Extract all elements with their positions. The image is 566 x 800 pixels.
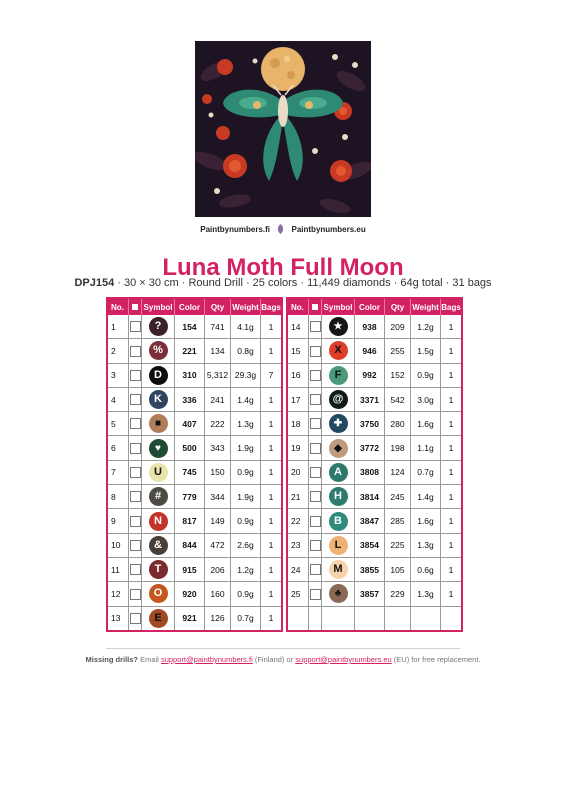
row-checkbox[interactable] bbox=[130, 564, 141, 575]
cell-color: 3855 bbox=[355, 557, 385, 581]
cell-no: 25 bbox=[288, 582, 309, 606]
drill-symbol-icon: M bbox=[329, 560, 348, 579]
cell-weight: 3.0g bbox=[411, 387, 441, 411]
cell-no: 22 bbox=[288, 509, 309, 533]
row-checkbox-cell[interactable] bbox=[309, 339, 322, 363]
cell-qty: 209 bbox=[385, 315, 411, 339]
color-table-left bbox=[106, 297, 283, 632]
cell-color: 3847 bbox=[355, 509, 385, 533]
footer-lead: Missing drills? bbox=[85, 655, 139, 664]
drill-symbol-icon: L bbox=[329, 536, 348, 555]
symbol-cell bbox=[142, 339, 175, 363]
cell-color: 779 bbox=[175, 485, 205, 509]
table-row bbox=[288, 557, 461, 581]
row-checkbox[interactable] bbox=[130, 346, 141, 357]
row-checkbox[interactable] bbox=[310, 491, 321, 502]
cell-weight: 1.3g bbox=[411, 533, 441, 557]
table-row bbox=[108, 363, 281, 387]
row-checkbox-cell[interactable] bbox=[129, 509, 142, 533]
symbol-cell bbox=[322, 339, 355, 363]
symbol-cell bbox=[142, 485, 175, 509]
brand-fi: Paintbynumbers.fi bbox=[200, 224, 271, 234]
header-checkbox bbox=[309, 299, 322, 315]
header-bags: Bags bbox=[441, 299, 462, 315]
header-weight: Weight bbox=[411, 299, 441, 315]
header-qty: Qty bbox=[205, 299, 231, 315]
header-no: No. bbox=[108, 299, 129, 315]
brand-eu: Paintbynumbers.eu bbox=[291, 224, 366, 234]
row-checkbox[interactable] bbox=[310, 321, 321, 332]
cell-bags: 7 bbox=[261, 363, 282, 387]
cell-color: 3371 bbox=[355, 387, 385, 411]
cell-weight: 0.9g bbox=[411, 363, 441, 387]
table-row bbox=[288, 509, 461, 533]
cell-qty: 5,312 bbox=[205, 363, 231, 387]
symbol-cell bbox=[142, 436, 175, 460]
cell-no: 6 bbox=[108, 436, 129, 460]
row-checkbox[interactable] bbox=[130, 516, 141, 527]
cell-bags: 1 bbox=[261, 557, 282, 581]
cell-bags: 1 bbox=[441, 315, 462, 339]
email-link-eu[interactable]: support@paintbynumbers.eu bbox=[295, 655, 392, 664]
cell-bags: 1 bbox=[441, 412, 462, 436]
email-link-fi[interactable]: support@paintbynumbers.fi bbox=[160, 655, 253, 664]
cell-color: 920 bbox=[175, 582, 205, 606]
product-subtitle bbox=[0, 277, 566, 289]
header-color: Color bbox=[175, 299, 205, 315]
cell-weight: 1.9g bbox=[231, 485, 261, 509]
cell-weight: 0.8g bbox=[231, 339, 261, 363]
symbol-cell bbox=[322, 557, 355, 581]
row-checkbox-cell[interactable] bbox=[129, 315, 142, 339]
symbol-cell bbox=[142, 582, 175, 606]
cell-no: 24 bbox=[288, 557, 309, 581]
cell-color: 154 bbox=[175, 315, 205, 339]
table-row bbox=[108, 315, 281, 339]
symbol-cell bbox=[322, 582, 355, 606]
checkbox-square-icon bbox=[132, 304, 138, 310]
luna-moth-image bbox=[195, 41, 371, 217]
table-row bbox=[288, 436, 461, 460]
row-checkbox-cell[interactable] bbox=[129, 387, 142, 411]
cell-qty: 206 bbox=[205, 557, 231, 581]
cell-bags: 1 bbox=[441, 485, 462, 509]
cell-qty: 280 bbox=[385, 412, 411, 436]
row-checkbox-cell[interactable] bbox=[129, 582, 142, 606]
cell-no: 15 bbox=[288, 339, 309, 363]
cell-bags: 1 bbox=[441, 387, 462, 411]
product-code: DPJ154 bbox=[74, 277, 115, 289]
cell-no: 1 bbox=[108, 315, 129, 339]
drill-symbol-icon: D bbox=[149, 366, 168, 385]
cell-bags: 1 bbox=[261, 533, 282, 557]
cell-bags: 1 bbox=[261, 339, 282, 363]
row-checkbox[interactable] bbox=[130, 613, 141, 624]
cell-weight: 1.3g bbox=[411, 582, 441, 606]
cell-color: 3814 bbox=[355, 485, 385, 509]
symbol-cell bbox=[322, 363, 355, 387]
cell-weight: 1.3g bbox=[231, 412, 261, 436]
row-checkbox-cell[interactable] bbox=[309, 460, 322, 484]
table-row bbox=[288, 582, 461, 606]
cell-qty: 225 bbox=[385, 533, 411, 557]
cell-color: 3857 bbox=[355, 582, 385, 606]
header-no: No. bbox=[288, 299, 309, 315]
cell-weight: 1.4g bbox=[231, 387, 261, 411]
header-weight: Weight bbox=[231, 299, 261, 315]
cell-no: 23 bbox=[288, 533, 309, 557]
cell-bags: 1 bbox=[261, 460, 282, 484]
row-checkbox[interactable] bbox=[130, 394, 141, 405]
header-symbol: Symbol bbox=[322, 299, 355, 315]
drill-symbol-icon: B bbox=[329, 512, 348, 531]
cell-qty: 134 bbox=[205, 339, 231, 363]
row-checkbox-cell[interactable] bbox=[129, 557, 142, 581]
cell-bags: 1 bbox=[441, 533, 462, 557]
row-checkbox[interactable] bbox=[310, 564, 321, 575]
drill-symbol-icon: ♣ bbox=[329, 584, 348, 603]
row-checkbox[interactable] bbox=[130, 540, 141, 551]
cell-color: 336 bbox=[175, 387, 205, 411]
drill-symbol-icon: ✚ bbox=[329, 414, 348, 433]
empty-cell bbox=[411, 606, 441, 630]
row-checkbox[interactable] bbox=[130, 321, 141, 332]
row-checkbox-cell[interactable] bbox=[309, 485, 322, 509]
symbol-cell bbox=[142, 412, 175, 436]
cell-bags: 1 bbox=[261, 582, 282, 606]
cell-weight: 29.3g bbox=[231, 363, 261, 387]
cell-weight: 1.9g bbox=[231, 436, 261, 460]
row-checkbox[interactable] bbox=[130, 589, 141, 600]
row-checkbox-cell[interactable] bbox=[129, 485, 142, 509]
cell-weight: 0.7g bbox=[411, 460, 441, 484]
leaf-logo-icon bbox=[277, 224, 284, 234]
drill-symbol-icon: ■ bbox=[149, 414, 168, 433]
cell-no: 19 bbox=[288, 436, 309, 460]
cell-bags: 1 bbox=[441, 509, 462, 533]
cell-color: 3772 bbox=[355, 436, 385, 460]
cell-qty: 150 bbox=[205, 460, 231, 484]
row-checkbox-cell[interactable] bbox=[309, 533, 322, 557]
cell-qty: 229 bbox=[385, 582, 411, 606]
header-color: Color bbox=[355, 299, 385, 315]
row-checkbox[interactable] bbox=[130, 491, 141, 502]
header-qty: Qty bbox=[385, 299, 411, 315]
cell-bags: 1 bbox=[441, 339, 462, 363]
drill-symbol-icon: K bbox=[149, 390, 168, 409]
header-symbol: Symbol bbox=[142, 299, 175, 315]
cell-bags: 1 bbox=[261, 387, 282, 411]
drill-symbol-icon: % bbox=[149, 341, 168, 360]
empty-cell bbox=[355, 606, 385, 630]
table-row bbox=[108, 436, 281, 460]
cell-no: 8 bbox=[108, 485, 129, 509]
drill-symbol-icon: # bbox=[149, 487, 168, 506]
cell-weight: 0.6g bbox=[411, 557, 441, 581]
page-title: Luna Moth Full Moon bbox=[162, 254, 404, 281]
cell-no: 16 bbox=[288, 363, 309, 387]
drill-symbol-icon: H bbox=[329, 487, 348, 506]
header-bags: Bags bbox=[261, 299, 282, 315]
table-body-left bbox=[108, 315, 281, 630]
table-row bbox=[108, 557, 281, 581]
cell-no: 9 bbox=[108, 509, 129, 533]
cell-color: 946 bbox=[355, 339, 385, 363]
row-checkbox-cell[interactable] bbox=[309, 315, 322, 339]
cell-color: 992 bbox=[355, 363, 385, 387]
empty-cell bbox=[322, 606, 355, 630]
cell-color: 3750 bbox=[355, 412, 385, 436]
cell-color: 915 bbox=[175, 557, 205, 581]
cell-weight: 0.7g bbox=[231, 606, 261, 630]
table-row bbox=[108, 460, 281, 484]
cell-no: 11 bbox=[108, 557, 129, 581]
table-row bbox=[288, 363, 461, 387]
row-checkbox-cell[interactable] bbox=[129, 412, 142, 436]
row-checkbox[interactable] bbox=[310, 418, 321, 429]
cell-bags: 1 bbox=[441, 363, 462, 387]
cell-bags: 1 bbox=[261, 412, 282, 436]
row-checkbox[interactable] bbox=[310, 394, 321, 405]
cell-weight: 1.2g bbox=[231, 557, 261, 581]
cell-no: 17 bbox=[288, 387, 309, 411]
footer-text-1: Email bbox=[138, 655, 161, 664]
cell-qty: 124 bbox=[385, 460, 411, 484]
cell-no: 14 bbox=[288, 315, 309, 339]
header-checkbox bbox=[129, 299, 142, 315]
symbol-cell bbox=[142, 315, 175, 339]
cell-no: 18 bbox=[288, 412, 309, 436]
checkbox-square-icon bbox=[312, 304, 318, 310]
table-row bbox=[288, 485, 461, 509]
row-checkbox[interactable] bbox=[130, 370, 141, 381]
row-checkbox[interactable] bbox=[130, 418, 141, 429]
empty-cell bbox=[309, 606, 322, 630]
cell-color: 938 bbox=[355, 315, 385, 339]
symbol-cell bbox=[142, 363, 175, 387]
cell-bags: 1 bbox=[441, 436, 462, 460]
cell-color: 407 bbox=[175, 412, 205, 436]
table-row bbox=[108, 485, 281, 509]
cell-qty: 149 bbox=[205, 509, 231, 533]
drill-symbol-icon: @ bbox=[329, 390, 348, 409]
cell-weight: 1.6g bbox=[411, 412, 441, 436]
cell-qty: 285 bbox=[385, 509, 411, 533]
table-row bbox=[288, 412, 461, 436]
table-body-right bbox=[288, 315, 461, 630]
footer-text-2: (Finland) or bbox=[252, 655, 296, 664]
cell-qty: 126 bbox=[205, 606, 231, 630]
symbol-cell bbox=[322, 412, 355, 436]
symbol-cell bbox=[142, 387, 175, 411]
drill-symbol-icon: E bbox=[149, 609, 168, 628]
table-row bbox=[108, 387, 281, 411]
cell-qty: 198 bbox=[385, 436, 411, 460]
empty-cell bbox=[385, 606, 411, 630]
footer-note bbox=[0, 655, 566, 664]
footer-divider bbox=[106, 648, 460, 649]
cell-weight: 1.5g bbox=[411, 339, 441, 363]
symbol-cell bbox=[142, 606, 175, 630]
footer-text-3: (EU) for free replacement. bbox=[391, 655, 481, 664]
cell-color: 817 bbox=[175, 509, 205, 533]
cell-weight: 0.9g bbox=[231, 509, 261, 533]
table-row bbox=[288, 339, 461, 363]
symbol-cell bbox=[142, 460, 175, 484]
row-checkbox-cell[interactable] bbox=[129, 363, 142, 387]
cell-qty: 222 bbox=[205, 412, 231, 436]
cell-qty: 255 bbox=[385, 339, 411, 363]
cell-no: 12 bbox=[108, 582, 129, 606]
drill-symbol-icon: T bbox=[149, 560, 168, 579]
symbol-cell bbox=[322, 509, 355, 533]
drill-symbol-icon: ♥ bbox=[149, 439, 168, 458]
cell-bags: 1 bbox=[261, 436, 282, 460]
cell-qty: 343 bbox=[205, 436, 231, 460]
row-checkbox-cell[interactable] bbox=[309, 412, 322, 436]
cell-bags: 1 bbox=[268, 613, 274, 624]
cell-bags: 1 bbox=[261, 485, 282, 509]
symbol-cell bbox=[322, 436, 355, 460]
table-row bbox=[108, 412, 281, 436]
product-artwork bbox=[195, 41, 371, 217]
cell-weight: 1.1g bbox=[411, 436, 441, 460]
color-table-right bbox=[286, 297, 463, 632]
cell-color: 921 bbox=[175, 606, 205, 630]
cell-weight: 1.4g bbox=[411, 485, 441, 509]
row-checkbox-cell[interactable] bbox=[309, 557, 322, 581]
row-checkbox-cell[interactable] bbox=[129, 436, 142, 460]
table-row bbox=[108, 606, 281, 630]
symbol-cell bbox=[322, 315, 355, 339]
drill-symbol-icon: ◆ bbox=[329, 439, 348, 458]
symbol-cell bbox=[142, 533, 175, 557]
cell-qty: 241 bbox=[205, 387, 231, 411]
drill-symbol-icon: X bbox=[329, 341, 348, 360]
table-row bbox=[288, 533, 461, 557]
cell-color: 221 bbox=[175, 339, 205, 363]
cell-no: 20 bbox=[288, 460, 309, 484]
empty-cell bbox=[288, 606, 309, 630]
cell-qty: 245 bbox=[385, 485, 411, 509]
drill-symbol-icon: A bbox=[329, 463, 348, 482]
cell-no: 7 bbox=[108, 460, 129, 484]
cell-no: 5 bbox=[108, 412, 129, 436]
table-row bbox=[288, 387, 461, 411]
drill-symbol-icon: O bbox=[149, 584, 168, 603]
row-checkbox[interactable] bbox=[310, 516, 321, 527]
drill-symbol-icon: F bbox=[329, 366, 348, 385]
symbol-cell bbox=[142, 509, 175, 533]
product-details: · 30 × 30 cm · Round Drill · 25 colors · 11,449 diamonds · 64g total · 31 bags bbox=[114, 277, 492, 289]
drill-symbol-icon: N bbox=[149, 512, 168, 531]
row-checkbox-cell[interactable] bbox=[309, 436, 322, 460]
symbol-cell bbox=[142, 557, 175, 581]
cell-color: 3808 bbox=[355, 460, 385, 484]
symbol-cell bbox=[322, 387, 355, 411]
table-header-row bbox=[108, 299, 281, 315]
row-checkbox-cell[interactable] bbox=[309, 509, 322, 533]
cell-qty: 472 bbox=[205, 533, 231, 557]
table-row bbox=[108, 339, 281, 363]
row-checkbox[interactable] bbox=[310, 589, 321, 600]
cell-no: 13 bbox=[108, 606, 129, 630]
cell-no: 21 bbox=[288, 485, 309, 509]
row-checkbox[interactable] bbox=[310, 346, 321, 357]
row-checkbox-cell[interactable] bbox=[129, 606, 142, 630]
cell-qty: 741 bbox=[205, 315, 231, 339]
cell-no: 10 bbox=[108, 533, 129, 557]
drill-symbol-icon: ? bbox=[149, 317, 168, 336]
cell-qty: 344 bbox=[205, 485, 231, 509]
cell-weight: 1.6g bbox=[411, 509, 441, 533]
empty-cell bbox=[441, 606, 462, 630]
cell-qty: 152 bbox=[385, 363, 411, 387]
table-row bbox=[108, 582, 281, 606]
cell-color: 500 bbox=[175, 436, 205, 460]
cell-bags: 1 bbox=[261, 315, 282, 339]
cell-bags: 1 bbox=[261, 509, 282, 533]
row-checkbox-cell[interactable] bbox=[129, 339, 142, 363]
row-checkbox[interactable] bbox=[310, 540, 321, 551]
brand-row bbox=[0, 224, 566, 234]
drill-symbol-icon: & bbox=[149, 536, 168, 555]
cell-color: 745 bbox=[175, 460, 205, 484]
cell-qty: 105 bbox=[385, 557, 411, 581]
row-checkbox[interactable] bbox=[310, 467, 321, 478]
cell-no: 3 bbox=[108, 363, 129, 387]
cell-weight: 2.6g bbox=[231, 533, 261, 557]
symbol-cell bbox=[322, 460, 355, 484]
cell-color: 3854 bbox=[355, 533, 385, 557]
cell-qty: 160 bbox=[205, 582, 231, 606]
cell-no: 2 bbox=[108, 339, 129, 363]
cell-weight: 0.9g bbox=[231, 460, 261, 484]
row-checkbox[interactable] bbox=[310, 443, 321, 454]
symbol-cell bbox=[322, 533, 355, 557]
cell-no: 4 bbox=[108, 387, 129, 411]
cell-weight: 0.9g bbox=[231, 582, 261, 606]
symbol-cell bbox=[322, 485, 355, 509]
row-checkbox-cell[interactable] bbox=[309, 582, 322, 606]
cell-bags: 1 bbox=[441, 582, 462, 606]
cell-weight: 1.2g bbox=[411, 315, 441, 339]
table-header-row bbox=[288, 299, 461, 315]
cell-qty: 542 bbox=[385, 387, 411, 411]
drill-symbol-icon: ★ bbox=[329, 317, 348, 336]
table-row bbox=[108, 533, 281, 557]
drill-symbol-icon: U bbox=[149, 463, 168, 482]
row-checkbox[interactable] bbox=[130, 443, 141, 454]
cell-bags: 1 bbox=[441, 460, 462, 484]
table-row bbox=[288, 315, 461, 339]
row-checkbox[interactable] bbox=[310, 370, 321, 381]
table-row bbox=[288, 460, 461, 484]
table-row bbox=[108, 509, 281, 533]
row-checkbox[interactable] bbox=[130, 467, 141, 478]
row-checkbox-cell[interactable] bbox=[309, 363, 322, 387]
row-checkbox-cell[interactable] bbox=[129, 533, 142, 557]
cell-color: 844 bbox=[175, 533, 205, 557]
empty-row bbox=[288, 606, 461, 630]
cell-color: 310 bbox=[175, 363, 205, 387]
cell-weight: 4.1g bbox=[231, 315, 261, 339]
row-checkbox-cell[interactable] bbox=[129, 460, 142, 484]
row-checkbox-cell[interactable] bbox=[309, 387, 322, 411]
cell-bags: 1 bbox=[441, 557, 462, 581]
